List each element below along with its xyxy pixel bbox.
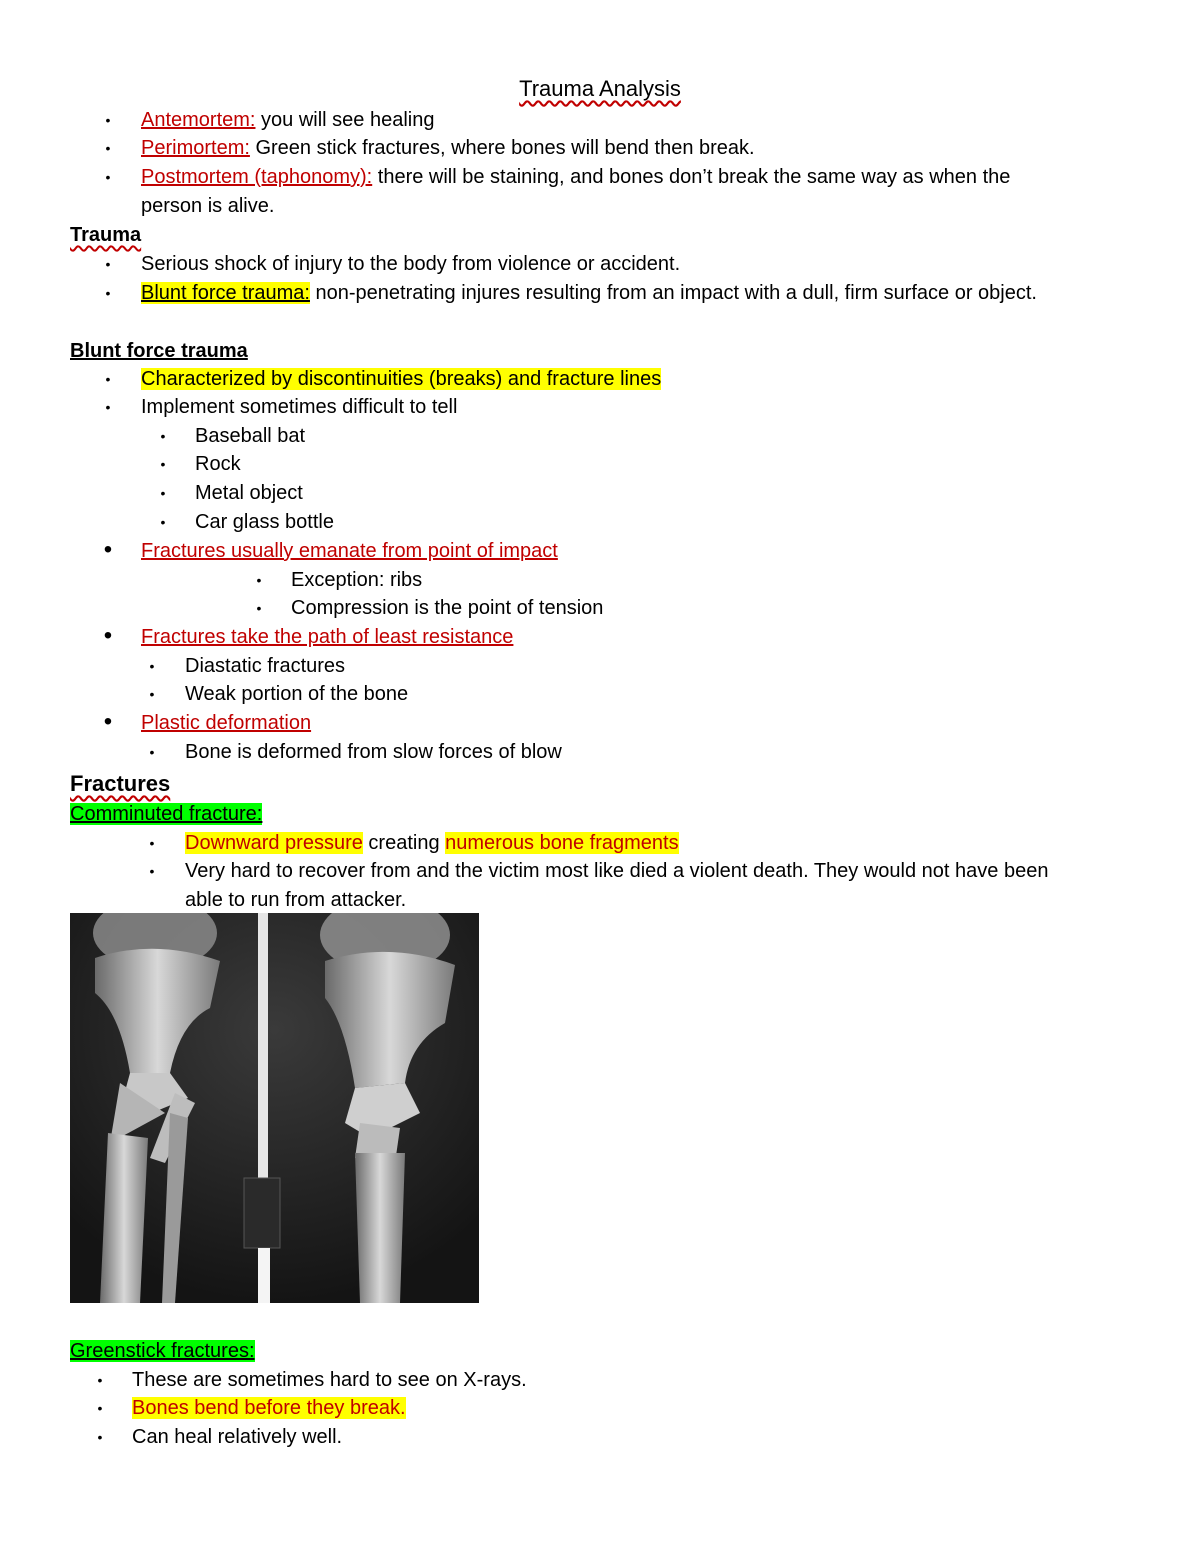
subheading-greenstick xyxy=(70,1337,255,1365)
page-title: Trauma Analysis xyxy=(519,76,681,101)
bullet-dot: • xyxy=(105,112,111,128)
section-heading-blunt-force-trauma: Blunt force trauma xyxy=(70,340,248,362)
bullet-dot: • xyxy=(149,658,155,674)
plain-text: creating xyxy=(362,832,446,854)
trauma-item-blunt xyxy=(141,279,1037,307)
bullet-dot: • xyxy=(103,622,113,649)
highlighted-text: Characterized by discontinuities (breaks) and fracture lines xyxy=(141,368,662,390)
bullet-dot: • xyxy=(256,600,262,616)
bullet-dot: • xyxy=(97,1372,103,1388)
highlighted-red-text: Downward pressure xyxy=(185,832,363,854)
emanate-sub-item: Compression is the point of tension xyxy=(291,597,604,619)
intro-text: there will be staining, and bones don’t break the same way as when the xyxy=(372,166,1011,188)
bullet-dot: • xyxy=(160,514,166,530)
trauma-item: Serious shock of injury to the body from violence or accident. xyxy=(141,253,681,275)
bullet-dot: • xyxy=(149,835,155,851)
term-perimortem: Perimortem: xyxy=(141,137,250,159)
blunt-item-least-resistance: Fractures take the path of least resistance xyxy=(141,626,514,648)
bullet-dot: • xyxy=(105,371,111,387)
bullet-dot: • xyxy=(149,744,155,760)
bullet-dot: • xyxy=(105,140,111,156)
bullet-dot: • xyxy=(160,485,166,501)
highlighted-red-text: numerous bone fragments xyxy=(445,832,679,854)
bullet-dot: • xyxy=(105,169,111,185)
plastic-sub-item: Bone is deformed from slow forces of blow xyxy=(185,741,562,763)
bullet-dot: • xyxy=(149,686,155,702)
intro-item-antemortem xyxy=(141,106,434,134)
bullet-dot: • xyxy=(103,708,113,735)
comminuted-heading-text: Comminuted fracture: xyxy=(70,803,263,825)
bullet-dot: • xyxy=(256,572,262,588)
implement-item: Car glass bottle xyxy=(195,511,334,533)
bullet-dot: • xyxy=(105,285,111,301)
bullet-dot: • xyxy=(97,1429,103,1445)
bullet-dot: • xyxy=(103,536,113,563)
bullet-dot: • xyxy=(105,399,111,415)
bullet-dot: • xyxy=(160,456,166,472)
intro-text: you will see healing xyxy=(255,109,435,131)
blunt-item-implement: Implement sometimes difficult to tell xyxy=(141,396,458,418)
implement-item: Baseball bat xyxy=(195,425,306,447)
greenstick-item-highlight xyxy=(132,1394,406,1422)
comminuted-item-pressure xyxy=(185,829,679,857)
bullet-dot: • xyxy=(97,1400,103,1416)
intro-item-perimortem xyxy=(141,134,755,162)
implement-item: Metal object xyxy=(195,482,303,504)
section-heading-trauma: Trauma xyxy=(70,224,142,246)
least-sub-item: Diastatic fractures xyxy=(185,655,346,677)
intro-text: Green stick fractures, where bones will bend then break. xyxy=(249,137,755,159)
highlighted-red-text: Bones bend before they break. xyxy=(132,1397,406,1419)
emanate-sub-item: Exception: ribs xyxy=(291,569,423,591)
subheading-comminuted xyxy=(70,800,262,828)
greenstick-heading-text: Greenstick fractures: xyxy=(70,1340,255,1362)
section-heading-fractures: Fractures xyxy=(70,771,171,796)
bullet-dot: • xyxy=(105,256,111,272)
xray-image xyxy=(70,913,479,1303)
comminuted-item-recover-cont: able to run from attacker. xyxy=(185,889,407,911)
blunt-item-plastic-deformation: Plastic deformation xyxy=(141,712,312,734)
trauma-text: non-penetrating injures resulting from an impact with a dull, firm surface or object. xyxy=(309,282,1037,304)
term-postmortem: Postmortem (taphonomy): xyxy=(141,166,373,188)
intro-item-postmortem xyxy=(141,163,1010,191)
comminuted-item-recover: Very hard to recover from and the victim most like died a violent death. They would not have been xyxy=(185,860,1049,882)
blunt-item-emanate: Fractures usually emanate from point of impact xyxy=(141,540,558,562)
greenstick-item: These are sometimes hard to see on X-rays. xyxy=(132,1369,527,1391)
intro-item-postmortem-cont: person is alive. xyxy=(141,195,275,217)
bullet-dot: • xyxy=(160,428,166,444)
bullet-dot: • xyxy=(149,863,155,879)
blunt-item-characterized xyxy=(141,365,661,393)
xray-illustration xyxy=(70,913,479,1303)
term-blunt-force-trauma: Blunt force trauma: xyxy=(141,282,310,304)
term-antemortem: Antemortem: xyxy=(141,109,256,131)
implement-item: Rock xyxy=(195,453,241,475)
greenstick-item: Can heal relatively well. xyxy=(132,1426,343,1448)
least-sub-item: Weak portion of the bone xyxy=(185,683,409,705)
